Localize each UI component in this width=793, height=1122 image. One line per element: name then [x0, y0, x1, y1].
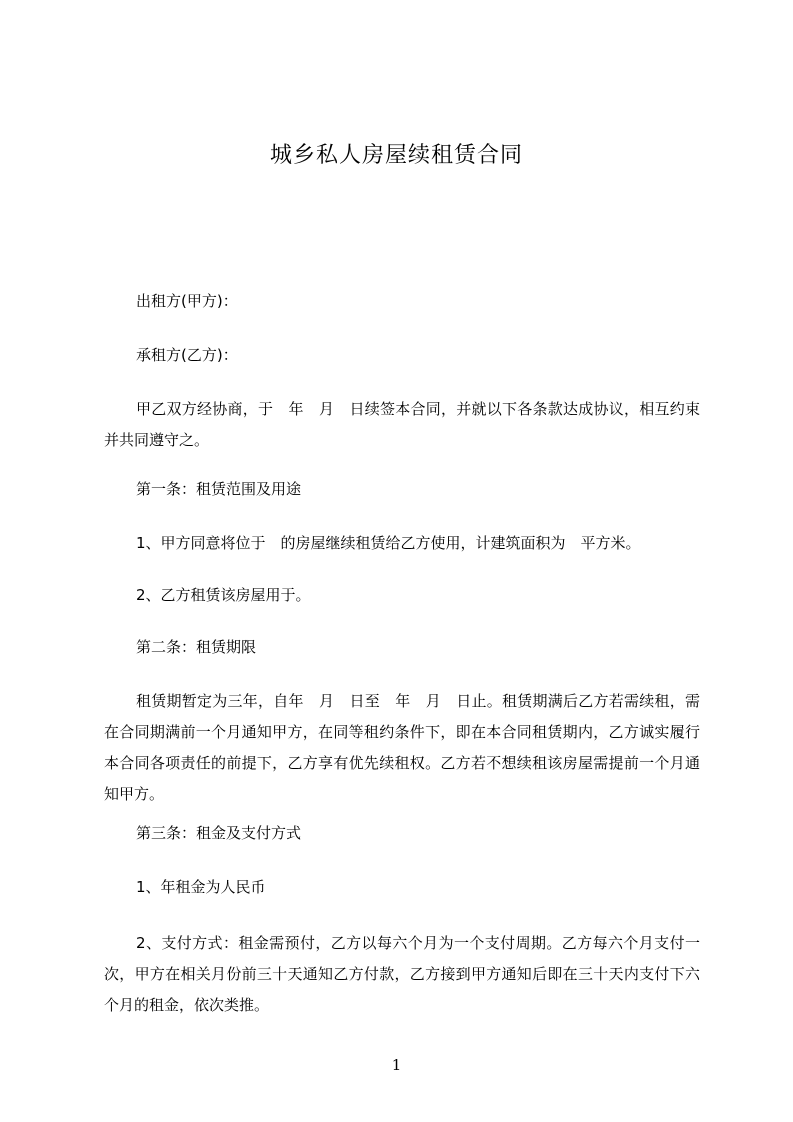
article-1-clause-2: 2、乙方租赁该房屋用于。 [136, 586, 311, 604]
document-title: 城乡私人房屋续租赁合同 [269, 143, 523, 168]
article-3-heading: 第三条：租金及支付方式 [136, 824, 302, 842]
article-3-clause-2: 2、支付方式：租金需预付，乙方以每六个月为一个支付周期。乙方每六个月支付一次，甲方在相关月份前三十天通知乙方付款，乙方接到甲方通知后即在三十天内支付下六个月的租金，依次类推。 [104, 934, 700, 1014]
page-number: 1 [391, 1056, 402, 1074]
article-2-heading: 第二条：租赁期限 [136, 638, 257, 656]
preamble-paragraph: 甲乙双方经协商，于 年 月 日续签本合同，并就以下各条款达成协议，相互约束并共同遵守之。 [104, 400, 700, 449]
article-2-body: 租赁期暂定为三年，自年 月 日至 年 月 日止。租赁期满后乙方若需续租，需在合同期满前一个月通知甲方，在同等租约条件下，即在本合同租赁期内，乙方诚实履行本合同各项责任的前提下，乙方享有优先续租权。乙方若不想续租该房屋需提前一个月通知甲方。 [104, 692, 700, 803]
lessee-line: 承租方(乙方)： [136, 346, 238, 364]
article-1-clause-1: 1、甲方同意将位于 的房屋继续租赁给乙方使用，计建筑面积为 平方米。 [136, 534, 641, 552]
lessor-line: 出租方(甲方)： [136, 292, 238, 310]
article-1-heading: 第一条：租赁范围及用途 [136, 480, 302, 498]
article-3-clause-1: 1、年租金为人民币 [136, 878, 266, 896]
